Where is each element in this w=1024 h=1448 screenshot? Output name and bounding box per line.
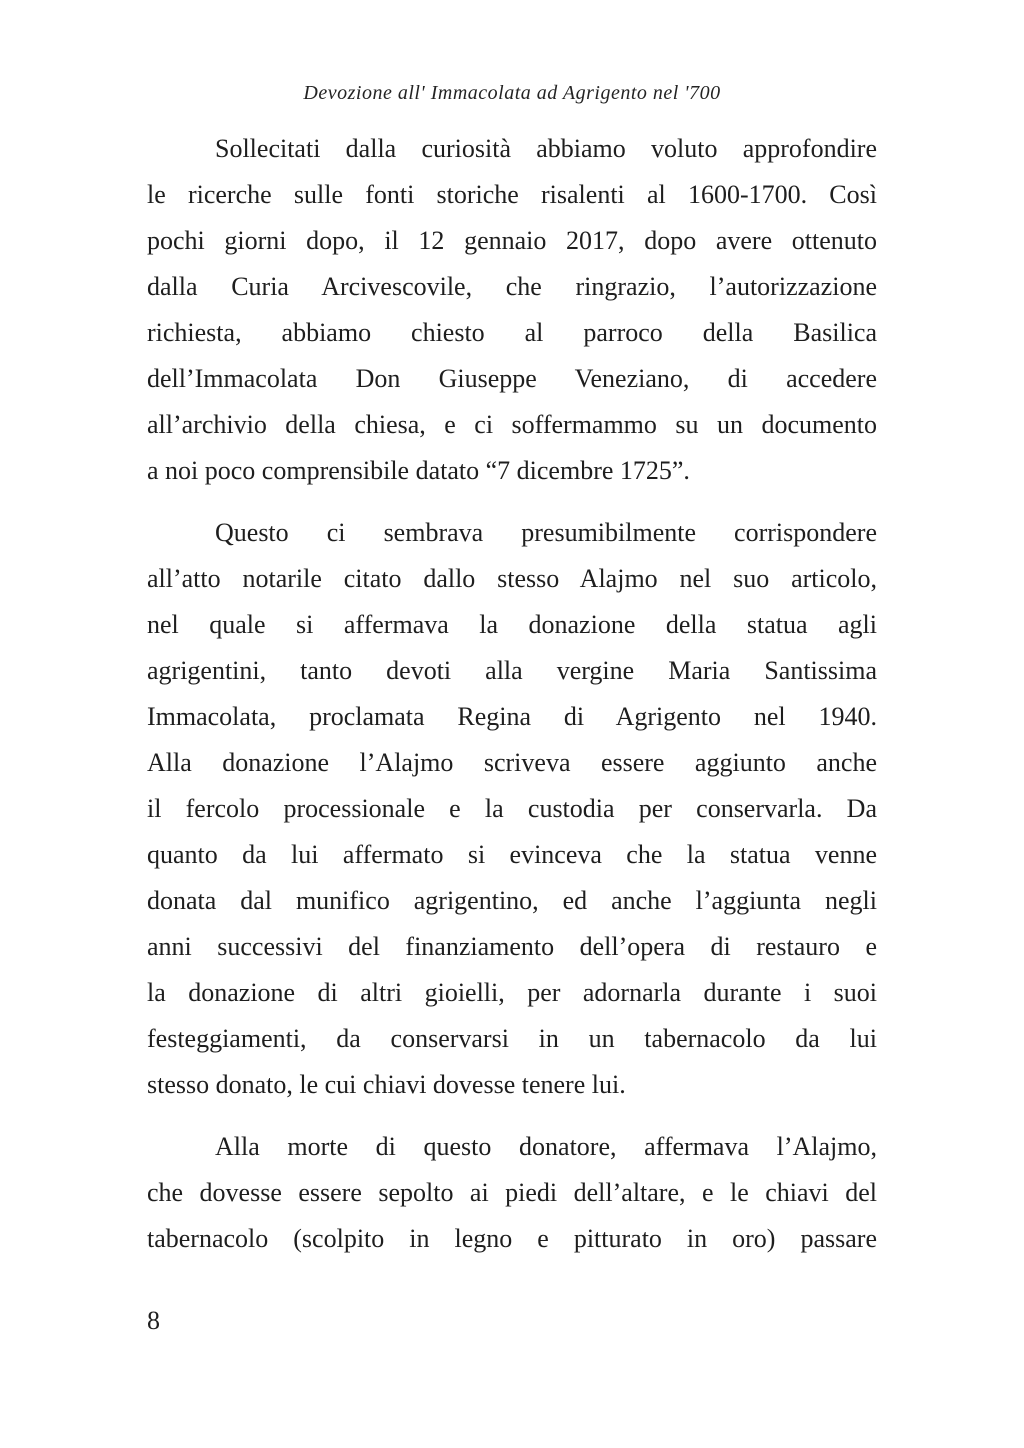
paragraph: [147, 126, 877, 494]
page-body: [147, 126, 877, 1278]
text-line: la donazione di altri gioielli, per adornarla durante i suoi: [147, 978, 877, 1007]
text-line: Sollecitati dalla curiosità abbiamo voluto approfondire: [215, 134, 877, 163]
text-line: festeggiamenti, da conservarsi in un tabernacolo da lui: [147, 1024, 877, 1053]
text-line: a noi poco comprensibile datato “7 dicembre 1725”.: [147, 456, 690, 485]
text-line: richiesta, abbiamo chiesto al parroco della Basilica: [147, 318, 877, 347]
text-line: tabernacolo (scolpito in legno e pitturato in oro) passare: [147, 1224, 877, 1253]
text-line: pochi giorni dopo, il 12 gennaio 2017, dopo avere ottenuto: [147, 226, 877, 255]
text-line: stesso donato, le cui chiavi dovesse tenere lui.: [147, 1070, 626, 1099]
text-line: Alla donazione l’Alajmo scriveva essere aggiunto anche: [147, 748, 877, 777]
text-line: Alla morte di questo donatore, affermava l’Alajmo,: [215, 1132, 877, 1161]
text-line: il fercolo processionale e la custodia per conservarla. Da: [147, 794, 877, 823]
text-line: quanto da lui affermato si evinceva che la statua venne: [147, 840, 877, 869]
paragraph: [147, 510, 877, 1108]
text-line: all’archivio della chiesa, e ci soffermammo su un documento: [147, 410, 877, 439]
page-number: 8: [147, 1306, 160, 1335]
paragraph: [147, 1124, 877, 1262]
running-header: Devozione all' Immacolata ad Agrigento nel '700: [303, 82, 721, 104]
text-line: le ricerche sulle fonti storiche risalenti al 1600-1700. Così: [147, 180, 877, 209]
text-line: donata dal munifico agrigentino, ed anche l’aggiunta negli: [147, 886, 877, 915]
text-line: che dovesse essere sepolto ai piedi dell’altare, e le chiavi del: [147, 1178, 877, 1207]
text-line: all’atto notarile citato dallo stesso Alajmo nel suo articolo,: [147, 564, 877, 593]
text-line: nel quale si affermava la donazione della statua agli: [147, 610, 877, 639]
text-line: Questo ci sembrava presumibilmente corrispondere: [215, 518, 877, 547]
text-line: agrigentini, tanto devoti alla vergine Maria Santissima: [147, 656, 877, 685]
text-line: anni successivi del finanziamento dell’opera di restauro e: [147, 932, 877, 961]
text-line: dalla Curia Arcivescovile, che ringrazio, l’autorizzazione: [147, 272, 877, 301]
text-line: dell’Immacolata Don Giuseppe Veneziano, di accedere: [147, 364, 877, 393]
text-line: Immacolata, proclamata Regina di Agrigento nel 1940.: [147, 702, 877, 731]
